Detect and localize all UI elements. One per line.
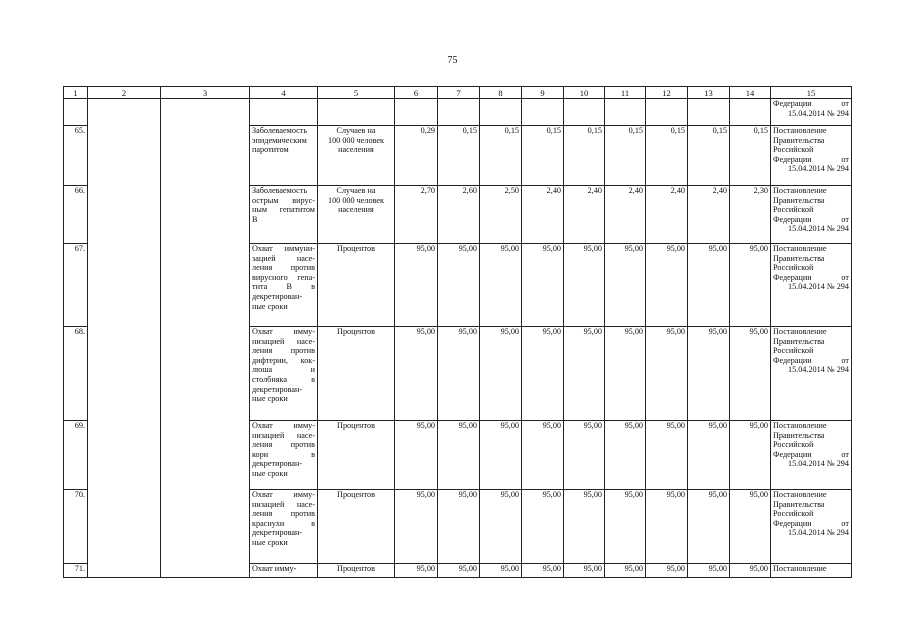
- cell-line: Постановление: [773, 244, 827, 253]
- cell-line: Федерации от: [773, 99, 849, 108]
- indicator-name: [250, 244, 318, 327]
- value-cell: 2,40: [605, 186, 646, 244]
- cell-line: 15.04.2014 № 294: [787, 365, 849, 375]
- row-number-cell: [64, 99, 88, 126]
- row-number: 71.: [64, 564, 88, 578]
- cell-line: зацией насе-: [252, 253, 315, 263]
- page-number: 75: [447, 55, 458, 66]
- source-cell: [771, 421, 852, 490]
- header-cell: 7: [438, 87, 480, 99]
- cell-line: 15.04.2014 № 294: [787, 164, 849, 174]
- cell-line: Российской: [773, 263, 814, 273]
- value-cell: 2,40: [688, 186, 730, 244]
- value-cell: 95,00: [646, 244, 688, 327]
- empty-cell: [395, 99, 438, 126]
- unit-cell: [318, 244, 395, 327]
- cell-line: Российской: [773, 509, 814, 519]
- value-cell: 95,00: [730, 490, 771, 564]
- indicators-table: [63, 86, 852, 578]
- value-cell: 95,00: [395, 490, 438, 564]
- value-cell: 95,00: [730, 564, 771, 578]
- col-3-cell: [161, 99, 250, 578]
- header-cell: 6: [395, 87, 438, 99]
- unit-line: населения: [338, 205, 374, 215]
- unit-cell: [318, 186, 395, 244]
- cell-line: низацией насе-: [252, 430, 315, 440]
- header-cell: 14: [730, 87, 771, 99]
- header-cell: 8: [480, 87, 522, 99]
- cell-line: Заболеваемость: [252, 126, 308, 135]
- value-cell: 95,00: [646, 564, 688, 578]
- header-cell: 9: [522, 87, 564, 99]
- value-cell: 95,00: [438, 421, 480, 490]
- cell-line: Правительства: [773, 499, 825, 509]
- unit-line: Процентов: [337, 564, 375, 573]
- unit-line: Случаев на: [336, 186, 376, 195]
- header-cell: 4: [250, 87, 318, 99]
- cell-line: ления против: [252, 440, 315, 450]
- header-cell: 1: [64, 87, 88, 99]
- cell-line: ные сроки: [252, 394, 288, 404]
- cell-line: 15.04.2014 № 294: [787, 282, 849, 292]
- value-cell: 95,00: [395, 244, 438, 327]
- cell-line: Федерации от: [773, 449, 849, 459]
- cell-line: Постановление: [773, 564, 827, 573]
- unit-line: 100 000 человек: [327, 135, 385, 145]
- value-cell: 95,00: [480, 421, 522, 490]
- row-number: 65.: [64, 126, 88, 186]
- cell-line: кори в: [252, 449, 315, 459]
- value-cell: 2,40: [564, 186, 605, 244]
- cell-line: тита В в: [252, 282, 315, 292]
- cell-line: эпидемическим: [252, 135, 307, 145]
- unit-line: Процентов: [337, 490, 375, 499]
- cell-line: краснухи в: [252, 518, 315, 528]
- cell-line: Федерации от: [773, 518, 849, 528]
- cell-line: Российской: [773, 205, 814, 215]
- value-cell: 2,60: [438, 186, 480, 244]
- value-cell: 0,15: [480, 126, 522, 186]
- cell-line: Правительства: [773, 195, 825, 205]
- cell-line: ные сроки: [252, 468, 288, 478]
- col-2-cell: [88, 99, 161, 578]
- unit-line: Процентов: [337, 244, 375, 253]
- empty-cell: [480, 99, 522, 126]
- value-cell: 95,00: [395, 564, 438, 578]
- header-cell: 10: [564, 87, 605, 99]
- value-cell: 2,40: [522, 186, 564, 244]
- cell-line: ления против: [252, 346, 315, 356]
- cell-line: Федерации от: [773, 272, 849, 282]
- cell-line: Постановление: [773, 126, 827, 135]
- cell-line: ления против: [252, 509, 315, 519]
- source-cell: [771, 490, 852, 564]
- value-cell: 2,50: [480, 186, 522, 244]
- empty-cell: [605, 99, 646, 126]
- value-cell: 0,15: [605, 126, 646, 186]
- cell-line: Охват имму-: [252, 421, 315, 430]
- cell-line: Правительства: [773, 336, 825, 346]
- empty-cell: [438, 99, 480, 126]
- value-cell: 0,29: [395, 126, 438, 186]
- source-cell: [771, 186, 852, 244]
- header-cell: 11: [605, 87, 646, 99]
- cell-line: В: [252, 214, 258, 224]
- cell-line: Охват иммуни-: [252, 244, 315, 253]
- table-body: [64, 87, 852, 578]
- cell-line: Федерации от: [773, 214, 849, 224]
- value-cell: 95,00: [480, 244, 522, 327]
- unit-cell: [318, 126, 395, 186]
- unit-line: Процентов: [337, 421, 375, 430]
- value-cell: 95,00: [646, 327, 688, 421]
- value-cell: 95,00: [688, 490, 730, 564]
- cell-line: паротитом: [252, 145, 289, 155]
- value-cell: 95,00: [522, 564, 564, 578]
- indicator-name: [250, 126, 318, 186]
- indicator-name: [250, 490, 318, 564]
- value-cell: 95,00: [480, 564, 522, 578]
- cell-line: Постановление: [773, 421, 827, 430]
- value-cell: 95,00: [730, 421, 771, 490]
- empty-cell: [564, 99, 605, 126]
- row-number: 66.: [64, 186, 88, 244]
- cell-line: Охват имму-: [252, 564, 297, 573]
- row-number: 68.: [64, 327, 88, 421]
- source-cell: [771, 99, 852, 126]
- cell-line: острым вирус-: [252, 195, 315, 205]
- cell-line: люша и: [252, 365, 315, 375]
- cell-line: декретирован-: [252, 528, 303, 538]
- value-cell: 95,00: [605, 327, 646, 421]
- value-cell: 95,00: [730, 327, 771, 421]
- cell-line: ным гепатитом: [252, 205, 315, 215]
- value-cell: 2,40: [646, 186, 688, 244]
- unit-cell: [318, 564, 395, 578]
- value-cell: 0,15: [438, 126, 480, 186]
- value-cell: 95,00: [438, 564, 480, 578]
- header-row: [64, 87, 852, 99]
- value-cell: 2,70: [395, 186, 438, 244]
- unit-line: Процентов: [337, 327, 375, 336]
- unit-line: 100 000 человек: [327, 195, 385, 205]
- value-cell: 95,00: [438, 327, 480, 421]
- unit-line: населения: [338, 145, 374, 155]
- value-cell: 95,00: [522, 327, 564, 421]
- cell-line: вирусного гепа-: [252, 272, 315, 282]
- cell-line: ные сроки: [252, 301, 288, 311]
- value-cell: 0,15: [730, 126, 771, 186]
- value-cell: 0,15: [564, 126, 605, 186]
- cell-line: декретирован-: [252, 384, 303, 394]
- source-cell: [771, 327, 852, 421]
- cell-line: Правительства: [773, 430, 825, 440]
- cell-line: Федерации от: [773, 355, 849, 365]
- cell-line: низацией насе-: [252, 499, 315, 509]
- cell-line: Российской: [773, 440, 814, 450]
- cell-line: Постановление: [773, 327, 827, 336]
- cell-line: 15.04.2014 № 294: [787, 459, 849, 469]
- cell-line: декретирован-: [252, 459, 303, 469]
- empty-cell: [646, 99, 688, 126]
- value-cell: 95,00: [688, 421, 730, 490]
- cell-line: Федерации от: [773, 154, 849, 164]
- header-cell: 3: [161, 87, 250, 99]
- unit-cell: [318, 327, 395, 421]
- value-cell: 95,00: [438, 490, 480, 564]
- cell-line: Заболеваемость: [252, 186, 308, 195]
- cell-line: низацией насе-: [252, 336, 315, 346]
- cell-line: Постановление: [773, 490, 827, 499]
- cell-line: дифтерии, кок-: [252, 355, 315, 365]
- cell-line: 15.04.2014 № 294: [787, 528, 849, 538]
- header-cell: 15: [771, 87, 852, 99]
- cell-line: Охват имму-: [252, 327, 315, 336]
- cell-line: Охват имму-: [252, 490, 315, 499]
- value-cell: 95,00: [564, 490, 605, 564]
- indicator-name: [250, 564, 318, 578]
- value-cell: 95,00: [730, 244, 771, 327]
- value-cell: 95,00: [605, 421, 646, 490]
- value-cell: 95,00: [688, 564, 730, 578]
- source-cell: [771, 126, 852, 186]
- cell-line: ные сроки: [252, 537, 288, 547]
- cell-line: Правительства: [773, 135, 825, 145]
- empty-cell: [730, 99, 771, 126]
- value-cell: 95,00: [605, 244, 646, 327]
- value-cell: 95,00: [605, 564, 646, 578]
- cell-line: 15.04.2014 № 294: [787, 224, 849, 234]
- value-cell: 0,15: [646, 126, 688, 186]
- table-row: [64, 99, 852, 126]
- indicator-name: [250, 421, 318, 490]
- value-cell: 95,00: [605, 490, 646, 564]
- cell-line: столбняка в: [252, 374, 315, 384]
- value-cell: 95,00: [564, 244, 605, 327]
- value-cell: 95,00: [480, 327, 522, 421]
- empty-cell: [318, 99, 395, 126]
- value-cell: 95,00: [395, 421, 438, 490]
- cell-line: Правительства: [773, 253, 825, 263]
- value-cell: 95,00: [438, 244, 480, 327]
- header-cell: 13: [688, 87, 730, 99]
- empty-cell: [522, 99, 564, 126]
- value-cell: 95,00: [564, 327, 605, 421]
- value-cell: 95,00: [395, 327, 438, 421]
- empty-cell: [250, 99, 318, 126]
- unit-line: Случаев на: [336, 126, 376, 135]
- cell-line: декретирован-: [252, 291, 303, 301]
- value-cell: 95,00: [688, 327, 730, 421]
- value-cell: 2,30: [730, 186, 771, 244]
- unit-cell: [318, 490, 395, 564]
- value-cell: 95,00: [688, 244, 730, 327]
- row-number: 69.: [64, 421, 88, 490]
- indicator-name: [250, 327, 318, 421]
- cell-line: ления против: [252, 263, 315, 273]
- row-number: 67.: [64, 244, 88, 327]
- value-cell: 95,00: [646, 421, 688, 490]
- cell-line: Российской: [773, 145, 814, 155]
- value-cell: 95,00: [564, 421, 605, 490]
- row-number: 70.: [64, 490, 88, 564]
- header-cell: 2: [88, 87, 161, 99]
- value-cell: 95,00: [646, 490, 688, 564]
- value-cell: 95,00: [480, 490, 522, 564]
- cell-line: Российской: [773, 346, 814, 356]
- header-cell: 5: [318, 87, 395, 99]
- source-cell: [771, 244, 852, 327]
- value-cell: 95,00: [564, 564, 605, 578]
- cell-line: 15.04.2014 № 294: [787, 108, 849, 118]
- value-cell: 0,15: [522, 126, 564, 186]
- cell-line: Постановление: [773, 186, 827, 195]
- value-cell: 95,00: [522, 244, 564, 327]
- source-cell: [771, 564, 852, 578]
- unit-cell: [318, 421, 395, 490]
- value-cell: 95,00: [522, 490, 564, 564]
- header-cell: 12: [646, 87, 688, 99]
- value-cell: 95,00: [522, 421, 564, 490]
- indicator-name: [250, 186, 318, 244]
- value-cell: 0,15: [688, 126, 730, 186]
- empty-cell: [688, 99, 730, 126]
